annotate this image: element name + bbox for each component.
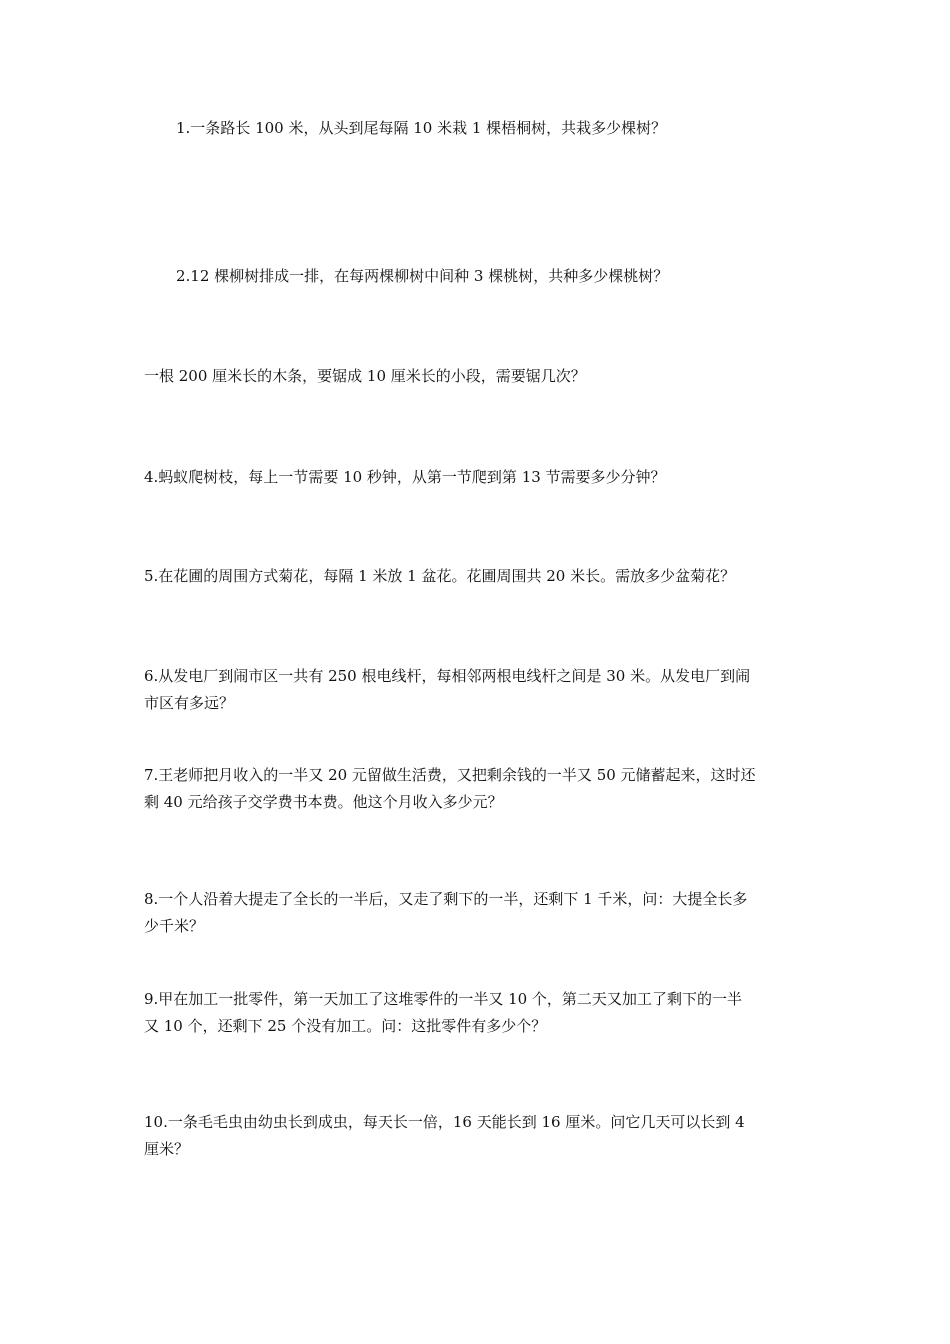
question-9 bbox=[144, 986, 810, 1040]
question-line: 2.12 棵柳树排成一排，在每两棵柳树中间种 3 棵桃树，共种多少棵桃树？ bbox=[176, 267, 669, 285]
question-line: 1.一条路长 100 米，从头到尾每隔 10 米栽 1 棵梧桐树，共栽多少棵树？ bbox=[176, 119, 667, 137]
question-line: 4.蚂蚁爬树枝，每上一节需要 10 秒钟，从第一节爬到第 13 节需要多少分钟？ bbox=[144, 468, 666, 486]
question-line: 少千米？ bbox=[144, 917, 205, 935]
question-line: 又 10 个，还剩下 25 个没有加工。问：这批零件有多少个？ bbox=[144, 1017, 547, 1035]
question-10 bbox=[144, 1109, 810, 1163]
question-2 bbox=[176, 263, 816, 290]
question-line: 6.从发电厂到闹市区一共有 250 根电线杆，每相邻两根电线杆之间是 30 米。从发电厂到闹 bbox=[144, 667, 751, 685]
question-7 bbox=[144, 762, 810, 816]
question-line: 5.在花圃的周围方式菊花，每隔 1 米放 1 盆花。花圃周围共 20 米长。需放多少盆菊花？ bbox=[144, 567, 736, 585]
question-8 bbox=[144, 886, 810, 940]
question-3 bbox=[144, 363, 810, 390]
question-line: 剩 40 元给孩子交学费书本费。他这个月收入多少元？ bbox=[144, 793, 503, 811]
question-line: 8.一个人沿着大提走了全长的一半后，又走了剩下的一半，还剩下 1 千米，问：大提全长多 bbox=[144, 890, 748, 908]
question-5 bbox=[144, 563, 810, 590]
question-line: 一根 200 厘米长的木条，要锯成 10 厘米长的小段，需要锯几次？ bbox=[144, 367, 586, 385]
question-line: 10.一条毛毛虫由幼虫长到成虫，每天长一倍，16 天能长到 16 厘米。问它几天可以长到 4 bbox=[144, 1113, 745, 1131]
question-line: 7.王老师把月收入的一半又 20 元留做生活费，又把剩余钱的一半又 50 元储蓄起来，这时还 bbox=[144, 766, 756, 784]
question-line: 市区有多远？ bbox=[144, 694, 235, 712]
question-line: 9.甲在加工一批零件，第一天加工了这堆零件的一半又 10 个，第二天又加工了剩下的一半 bbox=[144, 990, 742, 1008]
question-4 bbox=[144, 464, 810, 491]
question-6 bbox=[144, 663, 810, 717]
question-1 bbox=[176, 115, 816, 142]
question-line: 厘米？ bbox=[144, 1140, 190, 1158]
